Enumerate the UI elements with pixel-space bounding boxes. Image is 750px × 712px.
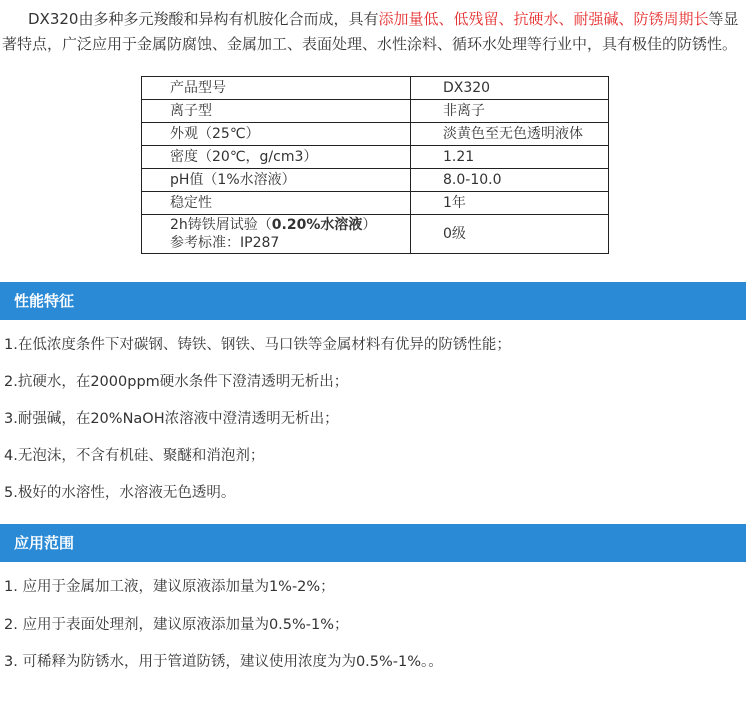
list-item: 2. 应用于表面处理剂，建议原液添加量为0.5%-1%； xyxy=(4,617,349,633)
spec-value: 非离子 xyxy=(411,100,609,123)
list-item: 2.抗硬水，在2000ppm硬水条件下澄清透明无析出； xyxy=(4,374,349,390)
spec-value: 1年 xyxy=(411,192,609,215)
spec-value: 0级 xyxy=(411,215,609,254)
list-item: 1.在低浓度条件下对碳钢、铸铁、钢铁、马口铁等金属材料有优异的防锈性能； xyxy=(4,337,511,353)
spec-value: 淡黄色至无色透明液体 xyxy=(411,123,609,146)
table-row xyxy=(142,192,609,215)
spec-value: 1.21 xyxy=(411,146,609,169)
list-item: 3.耐强碱，在20%NaOH浓溶液中澄清透明无析出； xyxy=(4,411,339,427)
features-header: 性能特征 xyxy=(0,282,746,320)
product-intro xyxy=(2,7,746,57)
spec-label: pH值（1%水溶液） xyxy=(142,169,411,192)
list-item: 3. 可稀释为防锈水，用于管道防锈，建议使用浓度为为0.5%-1%。。 xyxy=(4,654,443,670)
spec-table xyxy=(141,76,609,254)
test-label-bold: 0.20%水溶液 xyxy=(271,217,363,233)
spec-label: 外观（25℃） xyxy=(142,123,411,146)
intro-text-2: 等显著特点，广泛应用于金属防腐蚀、金属加工、表面处理、水性涂料、循环水处理等行业中，具有极佳的防锈性。 xyxy=(2,10,739,53)
list-item: 5.极好的水溶性，水溶液无色透明。 xyxy=(4,485,236,501)
table-row xyxy=(142,146,609,169)
applications-header: 应用范围 xyxy=(0,524,746,562)
list-item: 4.无泡沫，不含有机硅、聚醚和消泡剂； xyxy=(4,448,265,464)
spec-label: 密度（20℃，g/cm3） xyxy=(142,146,411,169)
table-row xyxy=(142,215,609,254)
spec-label: 产品型号 xyxy=(142,77,411,100)
spec-label: 离子型 xyxy=(142,100,411,123)
test-label-suffix: ） xyxy=(362,217,377,233)
list-item: 1. 应用于金属加工液，建议原液添加量为1%-2%； xyxy=(4,579,335,595)
table-row xyxy=(142,77,609,100)
intro-text-1: DX320由多种多元羧酸和异构有机胺化合而成，具有 xyxy=(28,10,379,28)
test-label-prefix: 2h铸铁屑试验（ xyxy=(170,217,272,233)
table-row xyxy=(142,123,609,146)
intro-highlight: 添加量低、低残留、抗硬水、耐强碱、防锈周期长 xyxy=(378,10,709,28)
spec-value: 8.0-10.0 xyxy=(411,169,609,192)
table-row xyxy=(142,169,609,192)
spec-value: DX320 xyxy=(411,77,609,100)
spec-label xyxy=(142,215,411,254)
test-standard: 参考标准：IP287 xyxy=(170,235,280,251)
spec-label: 稳定性 xyxy=(142,192,411,215)
table-row xyxy=(142,100,609,123)
